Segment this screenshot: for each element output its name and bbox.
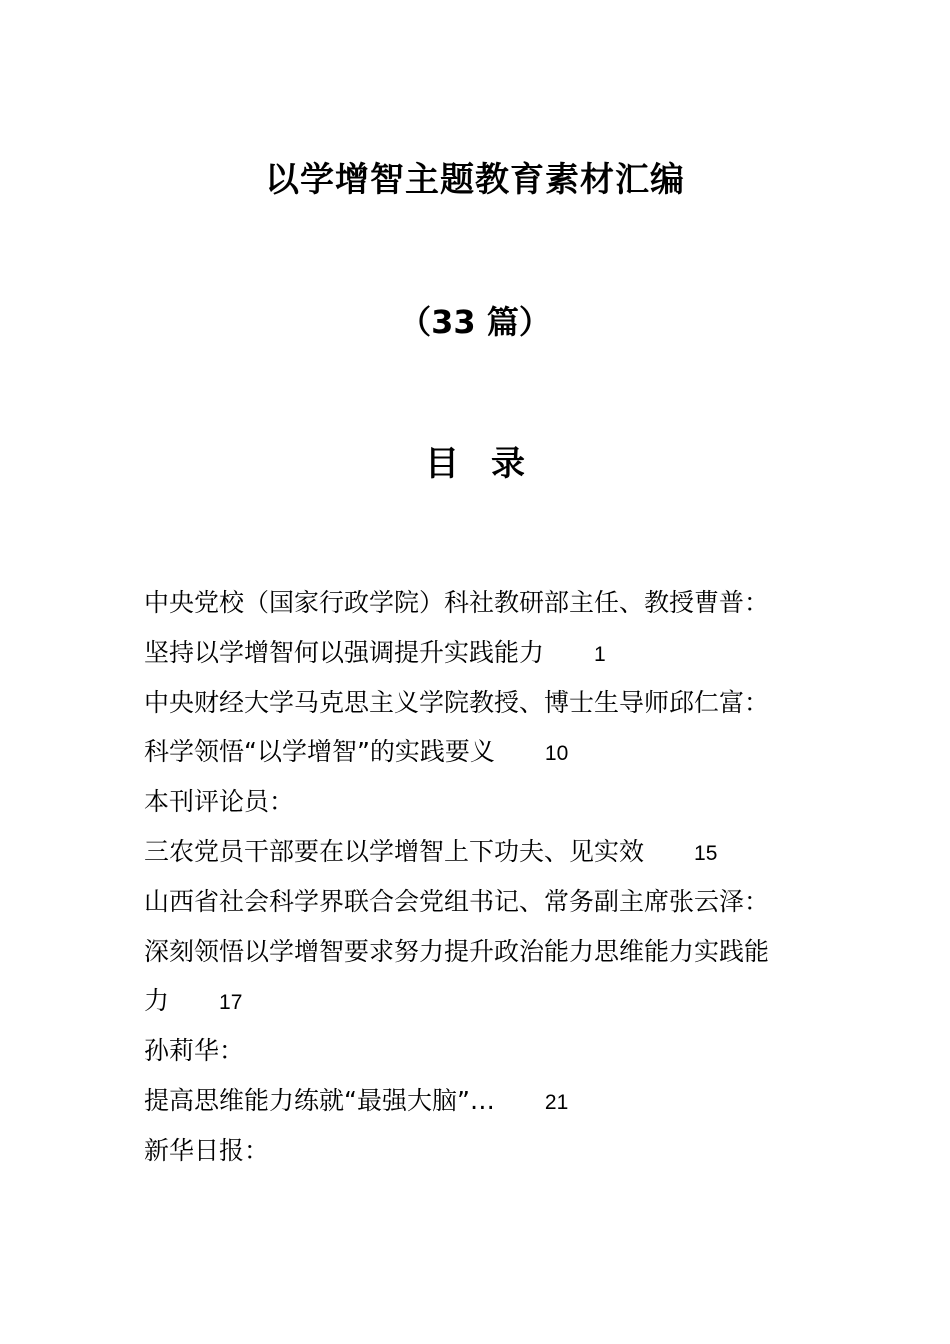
toc-entry-title[interactable] [144, 827, 824, 877]
document-subtitle: （33 篇） [399, 303, 551, 341]
toc-entry-author: 本刊评论员： [144, 787, 295, 817]
toc-page-number: 1 [594, 642, 606, 666]
toc-entry-title[interactable] [144, 927, 824, 977]
toc-page-number: 17 [219, 991, 243, 1015]
toc-entry-author: 中央党校（国家行政学院）科社教研部主任、教授曹普： [144, 588, 770, 617]
toc-entry-title-text: 深刻领悟以学增智要求努力提升政治能力思维能力实践能 [144, 936, 770, 966]
document-title: 以学增智主题教育素材汇编 [265, 160, 685, 200]
toc-entry-title-text: 科学领悟“以学增智”的实践要义 [144, 737, 495, 767]
toc-entry-title-text: 力 [144, 986, 170, 1016]
toc-page-number: 15 [694, 841, 718, 865]
toc-entry-title[interactable] [144, 727, 824, 777]
toc-page-number: 10 [544, 742, 569, 766]
toc-entry-author: 山西省社会科学界联合会党组书记、常务副主席张云泽： [144, 886, 770, 916]
toc-entry-title[interactable] [144, 1076, 824, 1126]
toc-entry-author: 中央财经大学马克思主义学院教授、博士生导师邱仁富： [144, 687, 770, 717]
table-of-contents [144, 578, 824, 1176]
toc-entry-title-text: 坚持以学增智何以强调提升实践能力 [144, 637, 545, 667]
toc-heading: 目录 [425, 444, 557, 484]
toc-entry-title[interactable] [144, 628, 824, 678]
toc-entry-author: 孙莉华： [144, 1036, 245, 1066]
toc-entry-title-text: 三农党员干部要在以学增智上下功夫、见实效 [144, 836, 645, 866]
toc-entry-author: 新华日报： [144, 1135, 270, 1165]
toc-entry-title-text: 提高思维能力练就“最强大脑”… [144, 1085, 495, 1115]
toc-entry-title-continued[interactable] [144, 976, 824, 1026]
toc-page-number: 21 [544, 1090, 569, 1114]
